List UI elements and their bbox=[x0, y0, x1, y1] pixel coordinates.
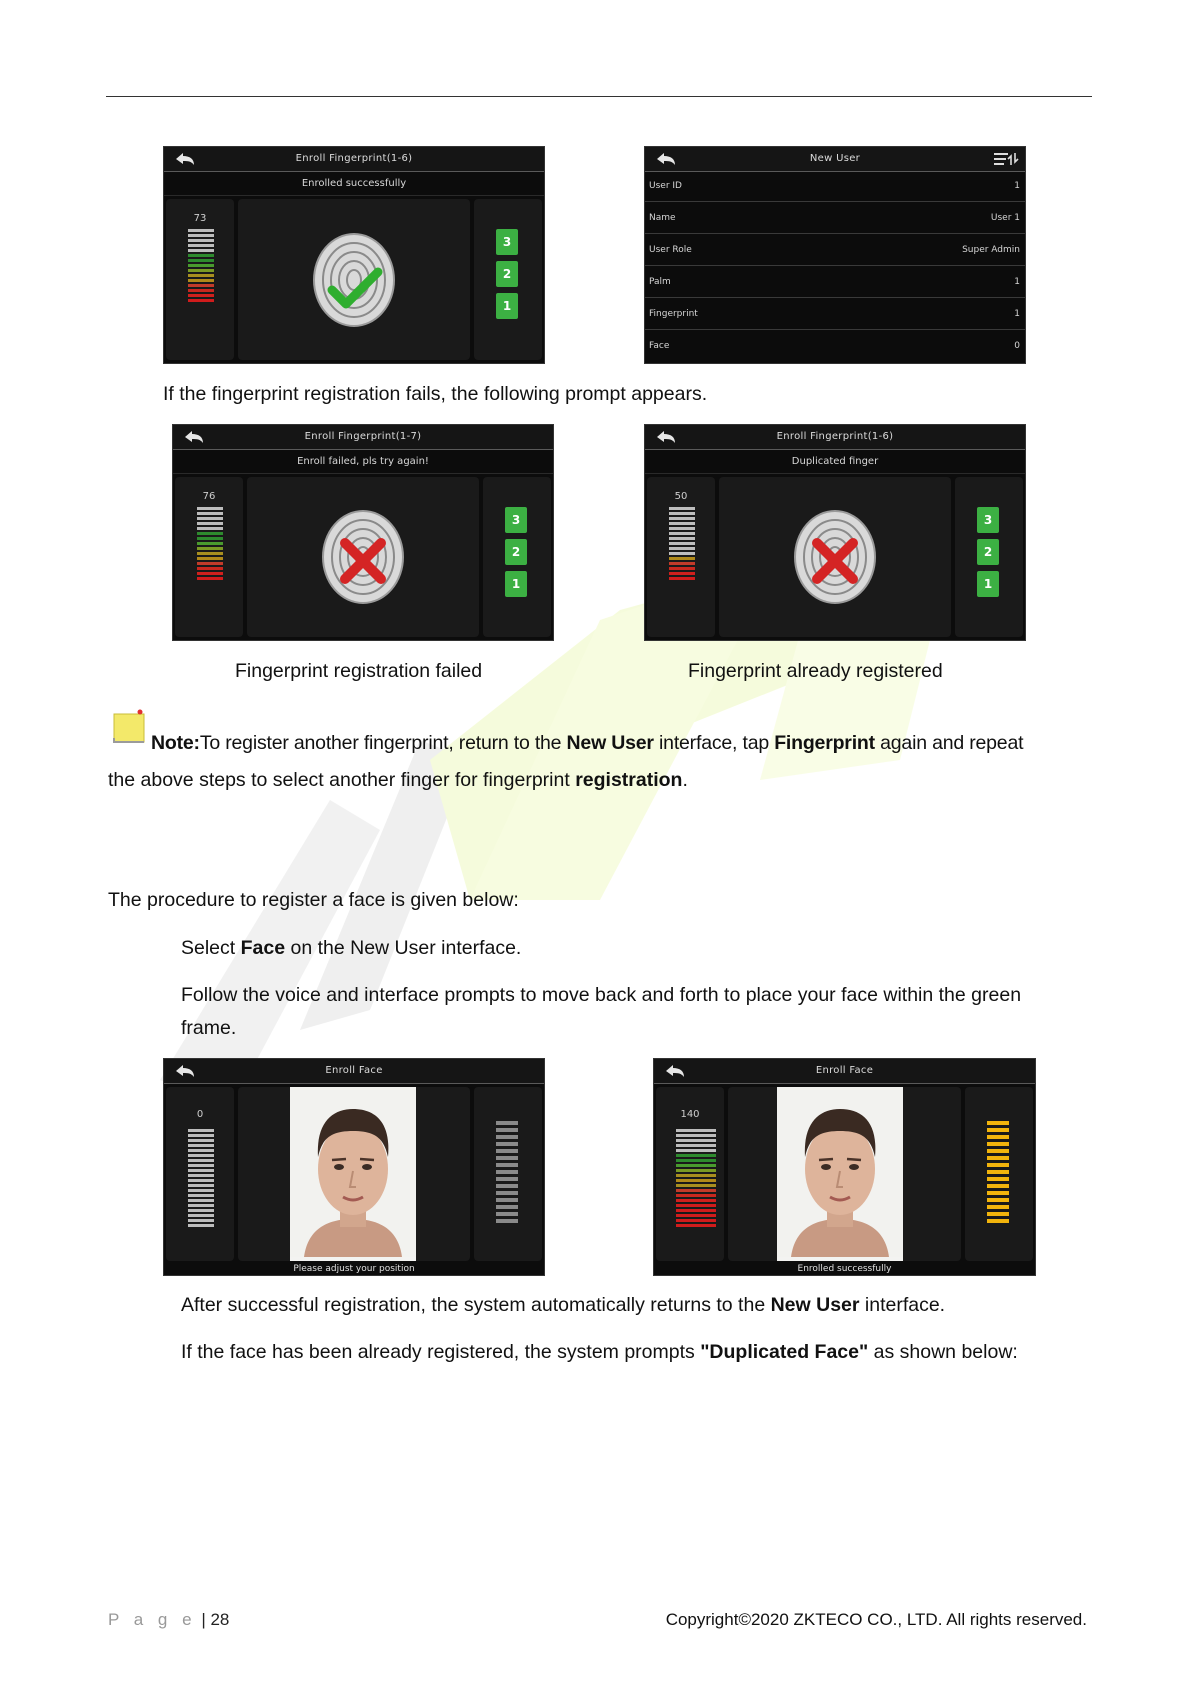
note-line2a: the above steps to select another finger for fingerprint bbox=[108, 769, 576, 791]
step-1-indicator: 1 bbox=[977, 571, 999, 597]
fingerprint-check-icon bbox=[312, 232, 396, 328]
row-label: User ID bbox=[649, 181, 682, 191]
page-label: P a g e bbox=[108, 1610, 197, 1629]
row-label: Face bbox=[649, 341, 670, 351]
caption-registered: Fingerprint already registered bbox=[688, 660, 943, 682]
face-photo-icon bbox=[290, 1087, 416, 1257]
title-bar bbox=[645, 147, 1025, 172]
note-part2: interface, tap bbox=[653, 732, 775, 754]
steps-panel bbox=[483, 477, 551, 637]
step1a: Select bbox=[181, 937, 241, 959]
quality-meter bbox=[676, 1129, 716, 1229]
caption-failed: Fingerprint registration failed bbox=[235, 660, 483, 682]
quality-score: 76 bbox=[202, 491, 216, 502]
fail-intro-text: If the fingerprint registration fails, the following prompt appears. bbox=[163, 383, 708, 405]
progress-meter bbox=[496, 1121, 518, 1226]
fingerprint-panel bbox=[238, 199, 470, 360]
row-value: 0 bbox=[1014, 341, 1020, 351]
face-status-text: Enrolled successfully bbox=[797, 1264, 892, 1274]
fingerprint-row[interactable] bbox=[645, 300, 1025, 330]
step-1-indicator: 1 bbox=[496, 293, 518, 319]
enroll-failed-screen bbox=[172, 424, 554, 641]
quality-meter bbox=[188, 1129, 214, 1229]
row-label: User Role bbox=[649, 245, 692, 255]
quality-meter bbox=[188, 229, 214, 304]
note-new-user: New User bbox=[566, 732, 654, 754]
row-value: 1 bbox=[1014, 309, 1020, 319]
step-2-indicator: 2 bbox=[505, 539, 527, 565]
face-preview bbox=[777, 1087, 903, 1261]
status-text: Duplicated finger bbox=[645, 451, 1025, 474]
face-intro-text: The procedure to register a face is given below: bbox=[108, 889, 519, 911]
step-2-line-2: frame. bbox=[181, 1017, 237, 1039]
screen-title: Enroll Fingerprint(1-7) bbox=[304, 431, 422, 442]
user-role-row[interactable] bbox=[645, 236, 1025, 266]
enroll-face-adjust-screen bbox=[163, 1058, 545, 1276]
steps-panel bbox=[474, 199, 542, 360]
face-photo-icon bbox=[777, 1087, 903, 1257]
user-id-row[interactable] bbox=[645, 172, 1025, 202]
row-value: 1 bbox=[1014, 277, 1020, 287]
screen-title: Enroll Fingerprint(1-6) bbox=[776, 431, 894, 442]
note-line-1 bbox=[151, 732, 1023, 755]
quality-panel bbox=[175, 477, 243, 637]
palm-row[interactable] bbox=[645, 268, 1025, 298]
fingerprint-cross-icon bbox=[793, 509, 877, 605]
face-row[interactable] bbox=[645, 332, 1025, 361]
status-text: Enroll failed, pls try again! bbox=[173, 451, 553, 474]
title-bar bbox=[654, 1059, 1035, 1084]
row-label: Palm bbox=[649, 277, 671, 287]
dup1: If the face has been already registered, the system prompts bbox=[181, 1341, 701, 1363]
fingerprint-panel bbox=[247, 477, 479, 637]
step1b: Face bbox=[240, 937, 286, 959]
enroll-face-success-screen bbox=[653, 1058, 1036, 1276]
after2: interface. bbox=[859, 1294, 946, 1316]
name-row[interactable] bbox=[645, 204, 1025, 234]
copyright-text: Copyright©2020 ZKTECO CO., LTD. All rights reserved. bbox=[665, 1610, 1087, 1629]
row-label: Name bbox=[649, 213, 676, 223]
duplicated-face-text bbox=[181, 1341, 1018, 1364]
note-line2c: . bbox=[682, 769, 688, 791]
page-separator: | bbox=[201, 1610, 206, 1629]
step1c: on the New User interface. bbox=[285, 937, 522, 959]
quality-score: 50 bbox=[674, 491, 688, 502]
step-1-text bbox=[181, 937, 521, 960]
quality-score: 0 bbox=[196, 1109, 204, 1120]
row-label: Fingerprint bbox=[649, 309, 698, 319]
note-part3: again and repeat bbox=[874, 732, 1024, 754]
after1: After successful registration, the system automatically returns to the bbox=[181, 1294, 771, 1316]
step-2-indicator: 2 bbox=[977, 539, 999, 565]
new-user-screen bbox=[644, 146, 1026, 364]
screen-title: New User bbox=[809, 153, 861, 164]
menu-sort-icon[interactable] bbox=[993, 152, 1019, 166]
note-label: Note: bbox=[151, 732, 200, 754]
quality-meter bbox=[197, 507, 223, 582]
quality-meter bbox=[669, 507, 695, 582]
title-bar bbox=[645, 425, 1025, 450]
title-bar bbox=[164, 1059, 544, 1084]
after-registration-text bbox=[181, 1294, 945, 1317]
screen-title: Enroll Face bbox=[815, 1065, 874, 1076]
status-text: Enrolled successfully bbox=[164, 173, 544, 196]
step-2-line-1: Follow the voice and interface prompts to move back and forth to place your face within the green bbox=[181, 984, 1022, 1006]
quality-panel bbox=[656, 1087, 724, 1261]
row-value: Super Admin bbox=[962, 245, 1020, 255]
progress-panel bbox=[474, 1087, 542, 1261]
title-bar bbox=[164, 147, 544, 172]
step-1-indicator: 1 bbox=[505, 571, 527, 597]
screen-title: Enroll Fingerprint(1-6) bbox=[295, 153, 413, 164]
note-part1: To register another fingerprint, return to the bbox=[199, 732, 567, 754]
duplicated-finger-screen bbox=[644, 424, 1026, 641]
step-3-indicator: 3 bbox=[505, 507, 527, 533]
enroll-success-screen bbox=[163, 146, 545, 364]
face-status-text: Please adjust your position bbox=[293, 1264, 415, 1274]
after-bold: New User bbox=[770, 1294, 860, 1316]
quality-score: 73 bbox=[193, 213, 207, 224]
note-fingerprint: Fingerprint bbox=[774, 732, 875, 754]
fingerprint-cross-icon bbox=[321, 509, 405, 605]
page-number: 28 bbox=[210, 1610, 230, 1629]
progress-panel bbox=[965, 1087, 1033, 1261]
step-2-indicator: 2 bbox=[496, 261, 518, 287]
quality-panel bbox=[166, 1087, 234, 1261]
note-line-2 bbox=[108, 769, 688, 792]
fingerprint-panel bbox=[719, 477, 951, 637]
row-value: 1 bbox=[1014, 181, 1020, 191]
dup2: as shown below: bbox=[868, 1341, 1018, 1363]
row-value: User 1 bbox=[990, 213, 1020, 223]
page-footer-left bbox=[108, 1610, 229, 1630]
quality-panel bbox=[166, 199, 234, 360]
progress-meter bbox=[987, 1121, 1009, 1226]
step-3-indicator: 3 bbox=[977, 507, 999, 533]
screen-title: Enroll Face bbox=[325, 1065, 383, 1076]
step-3-indicator: 3 bbox=[496, 229, 518, 255]
dup-bold: "Duplicated Face" bbox=[700, 1341, 869, 1363]
header-rule bbox=[106, 96, 1092, 97]
sticky-note-icon bbox=[112, 708, 146, 744]
quality-panel bbox=[647, 477, 715, 637]
quality-score: 140 bbox=[680, 1109, 700, 1120]
note-line2b: registration bbox=[575, 769, 683, 791]
steps-panel bbox=[955, 477, 1023, 637]
title-bar bbox=[173, 425, 553, 450]
face-preview bbox=[290, 1087, 416, 1261]
